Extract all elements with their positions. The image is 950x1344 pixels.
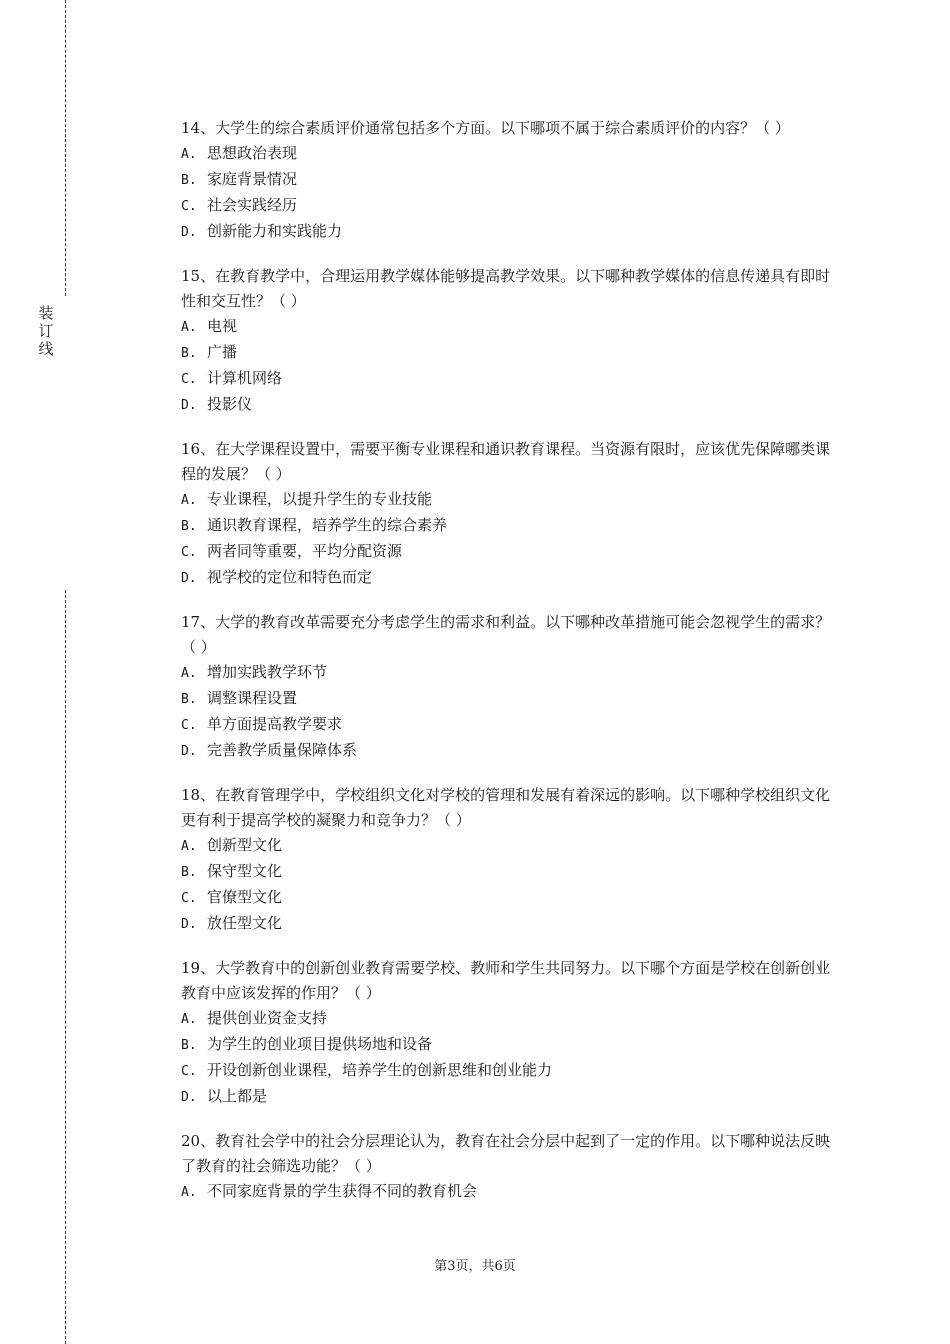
- option-b: [181, 1032, 841, 1058]
- option-letter: A.: [181, 839, 197, 854]
- option-letter: B.: [181, 1038, 197, 1053]
- option-letter: A.: [181, 666, 197, 681]
- question-stem: 16、在大学课程设置中，需要平衡专业课程和通识教育课程。当资源有限时，应该优先保障哪类课程的发展？（ ）: [181, 440, 831, 483]
- option-c: [181, 539, 841, 565]
- option-text: 创新能力和实践能力: [207, 222, 343, 240]
- option-d: [181, 565, 841, 591]
- option-text: 专业课程，以提升学生的专业技能: [207, 490, 433, 508]
- binding-label-char: 订: [38, 322, 54, 340]
- option-text: 提供创业资金支持: [207, 1009, 328, 1027]
- question-15: [181, 264, 841, 418]
- option-b: [181, 167, 841, 193]
- binding-label-char: 装: [38, 304, 54, 322]
- option-letter: B.: [181, 173, 197, 188]
- option-d: [181, 911, 841, 937]
- option-text: 不同家庭背景的学生获得不同的教育机会: [207, 1182, 478, 1200]
- question-17: [181, 610, 841, 764]
- option-text: 广播: [207, 343, 238, 361]
- option-d: [181, 738, 841, 764]
- option-text: 思想政治表现: [207, 144, 298, 162]
- option-letter: C.: [181, 372, 197, 387]
- option-letter: D.: [181, 398, 197, 413]
- question-stem: 14、大学生的综合素质评价通常包括多个方面。以下哪项不属于综合素质评价的内容？（ ）: [181, 119, 790, 137]
- binding-label: [36, 304, 56, 358]
- option-letter: A.: [181, 147, 197, 162]
- option-text: 家庭背景情况: [207, 170, 298, 188]
- option-letter: D.: [181, 225, 197, 240]
- option-letter: B.: [181, 519, 197, 534]
- option-c: [181, 712, 841, 738]
- option-text: 放任型文化: [207, 914, 283, 932]
- option-letter: A.: [181, 1012, 197, 1027]
- option-text: 为学生的创业项目提供场地和设备: [207, 1035, 433, 1053]
- option-d: [181, 219, 841, 245]
- option-d: [181, 1084, 841, 1110]
- option-letter: C.: [181, 199, 197, 214]
- option-text: 调整课程设置: [207, 689, 298, 707]
- option-letter: C.: [181, 891, 197, 906]
- question-16: [181, 437, 841, 591]
- option-a: [181, 1006, 841, 1032]
- option-letter: A.: [181, 1185, 197, 1200]
- option-letter: C.: [181, 718, 197, 733]
- question-stem: 19、大学教育中的创新创业教育需要学校、教师和学生共同努力。以下哪个方面是学校在创新创业教育中应该发挥的作用？（ ）: [181, 959, 831, 1002]
- question-20: [181, 1129, 841, 1205]
- option-text: 通识教育课程，培养学生的综合素养: [207, 516, 448, 534]
- question-list: [181, 116, 841, 1224]
- option-text: 以上都是: [207, 1087, 268, 1105]
- question-stem: 15、在教育教学中，合理运用教学媒体能够提高教学效果。以下哪种教学媒体的信息传递具有即时性和交互性？（ ）: [181, 267, 831, 310]
- option-text: 电视: [207, 317, 238, 335]
- option-c: [181, 1058, 841, 1084]
- question-14: [181, 116, 841, 245]
- option-letter: D.: [181, 917, 197, 932]
- binding-dashed-line-top: [65, 0, 66, 296]
- option-a: [181, 487, 841, 513]
- option-text: 保守型文化: [207, 862, 283, 880]
- option-letter: C.: [181, 1064, 197, 1079]
- question-18: [181, 783, 841, 937]
- option-text: 社会实践经历: [207, 196, 298, 214]
- option-a: [181, 660, 841, 686]
- option-text: 单方面提高教学要求: [207, 715, 343, 733]
- option-a: [181, 141, 841, 167]
- binding-dashed-line-bottom: [65, 590, 66, 1344]
- option-letter: C.: [181, 545, 197, 560]
- option-text: 投影仪: [207, 395, 253, 413]
- option-b: [181, 513, 841, 539]
- option-b: [181, 340, 841, 366]
- question-stem: 18、在教育管理学中，学校组织文化对学校的管理和发展有着深远的影响。以下哪种学校组织文化更有利于提高学校的凝聚力和竞争力？（ ）: [181, 786, 831, 829]
- option-text: 官僚型文化: [207, 888, 283, 906]
- option-text: 完善教学质量保障体系: [207, 741, 358, 759]
- option-letter: D.: [181, 744, 197, 759]
- option-b: [181, 686, 841, 712]
- option-c: [181, 885, 841, 911]
- option-c: [181, 193, 841, 219]
- option-text: 计算机网络: [207, 369, 283, 387]
- option-c: [181, 366, 841, 392]
- question-stem: 20、教育社会学中的社会分层理论认为，教育在社会分层中起到了一定的作用。以下哪种说法反映了教育的社会筛选功能？（ ）: [181, 1132, 831, 1175]
- option-b: [181, 859, 841, 885]
- question-19: [181, 956, 841, 1110]
- option-d: [181, 392, 841, 418]
- option-text: 开设创新创业课程，培养学生的创新思维和创业能力: [207, 1061, 553, 1079]
- option-letter: B.: [181, 865, 197, 880]
- option-letter: A.: [181, 493, 197, 508]
- option-text: 增加实践教学环节: [207, 663, 328, 681]
- option-letter: B.: [181, 692, 197, 707]
- option-a: [181, 1179, 841, 1205]
- option-letter: D.: [181, 571, 197, 586]
- binding-label-char: 线: [38, 340, 54, 358]
- option-a: [181, 314, 841, 340]
- option-text: 两者同等重要，平均分配资源: [207, 542, 403, 560]
- option-letter: A.: [181, 320, 197, 335]
- option-letter: D.: [181, 1090, 197, 1105]
- question-stem: 17、大学的教育改革需要充分考虑学生的需求和利益。以下哪种改革措施可能会忽视学生的需求？（ ）: [181, 613, 831, 656]
- option-letter: B.: [181, 346, 197, 361]
- option-text: 视学校的定位和特色而定: [207, 568, 373, 586]
- option-a: [181, 833, 841, 859]
- option-text: 创新型文化: [207, 836, 283, 854]
- page-number-footer: 第3页，共6页: [434, 1259, 516, 1274]
